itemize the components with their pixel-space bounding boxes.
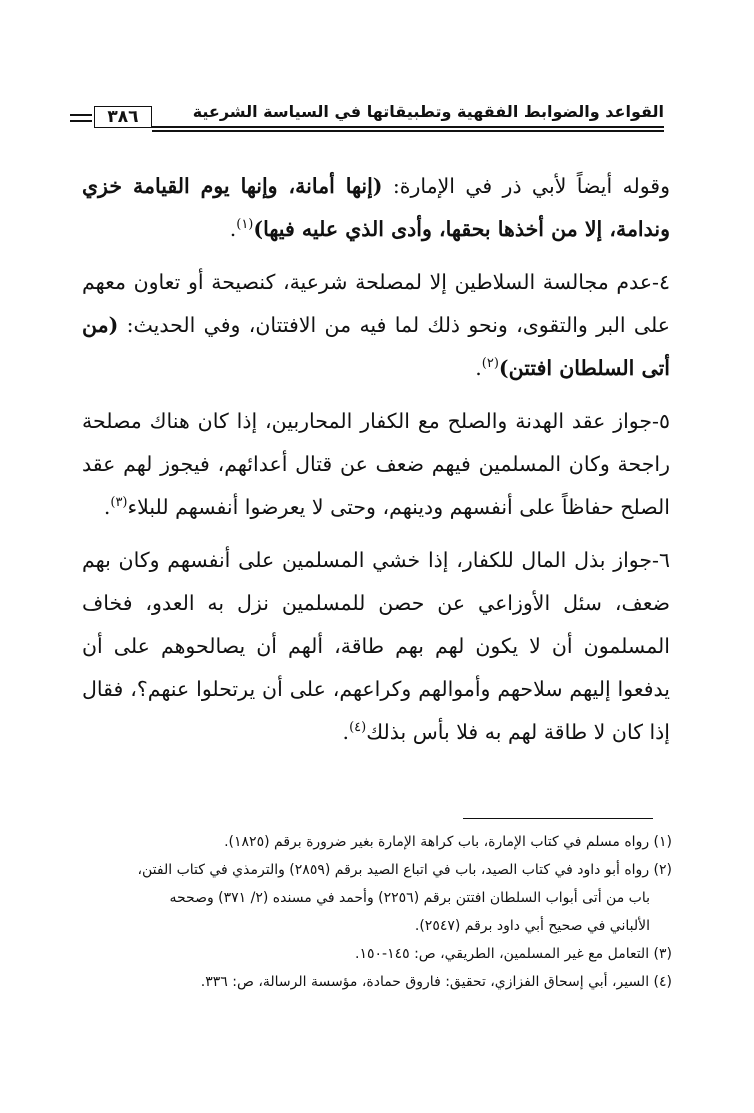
footnote-2-line-1: (٢) رواه أبو داود في كتاب الصيد، باب في اتباع الصيد برقم (٢٨٥٩) والترمذي في كتاب الفتن، <box>137 862 672 878</box>
header-rule-bottom <box>152 130 664 132</box>
footnote-ref-1: (١) <box>236 217 254 232</box>
header-dash-lower <box>70 120 92 122</box>
footnote-2-line-3: الألباني في صحيح أبي داود برقم (٢٥٤٧). <box>414 918 650 934</box>
main-text <box>82 165 670 764</box>
header-rule-top <box>152 126 664 128</box>
footnote-ref-4: (٤) <box>349 720 367 735</box>
p4-text: ٦-جواز بذل المال للكفار، إذا خشي المسلمين على أنفسهم وكان بهم ضعف، سئل الأوزاعي عن حصن للمسلمين نزل به العدو، فخاف المسلمون أن لا يكون لهم بهم طاقة، ألهم أن يصالحوهم على أن يدفعوا إليهم سلاحهم وأموالهم وكراعهم، على أن يرتحلوا عنهم؟، فقال إذا كان لا طاقة لهم به فلا بأس بذلك <box>82 548 670 744</box>
page-number: ٣٨٦ <box>94 106 152 128</box>
running-title: القواعد والضوابط الفقهية وتطبيقاتها في السياسة الشرعية <box>192 102 664 121</box>
footnote-1: (١) رواه مسلم في كتاب الإمارة، باب كراهة الإمارة بغير ضرورة برقم (١٨٢٥). <box>224 834 672 850</box>
p2-end: . <box>475 356 482 380</box>
footnote-ref-2: (٢) <box>481 356 499 371</box>
p1-hadith-quote: (إنها أمانة، وإنها يوم القيامة خزي وندامة، إلا من أخذها بحقها، وأدى الذي عليه فيها) <box>82 174 670 241</box>
p4-end: . <box>342 720 350 744</box>
footnote-4: (٤) السير، أبي إسحاق الفزازي، تحقيق: فاروق حمادة، مؤسسة الرسالة، ص: ٣٣٦. <box>200 974 672 990</box>
page-header <box>84 100 664 130</box>
p1-text: وقوله أيضاً لأبي ذر في الإمارة: <box>382 174 670 198</box>
footnotes <box>82 828 672 996</box>
p3-text: ٥-جواز عقد الهدنة والصلح مع الكفار المحاربين، إذا كان هناك مصلحة راجحة وكان المسلمين فيهم ضعف عن قتال أعدائهم، فيجوز لهم عقد الصلح حفاظاً على أنفسهم ودينهم، وحتى لا يعرضوا أنفسهم للبلاء <box>82 409 670 519</box>
paragraph-1 <box>82 165 670 251</box>
p3-end: . <box>103 495 111 519</box>
paragraph-4 <box>82 539 670 754</box>
paragraph-3 <box>82 400 670 529</box>
footnote-2-line-2: باب من أتى أبواب السلطان افتتن برقم (٢٢٥٦) وأحمد في مسنده (٢/ ٣٧١) وصححه <box>169 890 650 906</box>
footnote-3: (٣) التعامل مع غير المسلمين، الطريقي، ص: ١٤٥-١٥٠. <box>354 946 672 962</box>
p1-end: . <box>229 217 237 241</box>
p2-hadith-quote: (من أتى السلطان افتتن) <box>82 313 670 380</box>
header-dash <box>70 114 92 116</box>
paragraph-2 <box>82 261 670 390</box>
p2-text: ٤-عدم مجالسة السلاطين إلا لمصلحة شرعية، كنصيحة أو تعاون معهم على البر والتقوى، ونحو ذلك لما فيه من الافتتان، وفي الحديث: <box>82 270 670 337</box>
footnote-ref-3: (٣) <box>110 495 128 510</box>
footnote-separator <box>463 818 653 819</box>
